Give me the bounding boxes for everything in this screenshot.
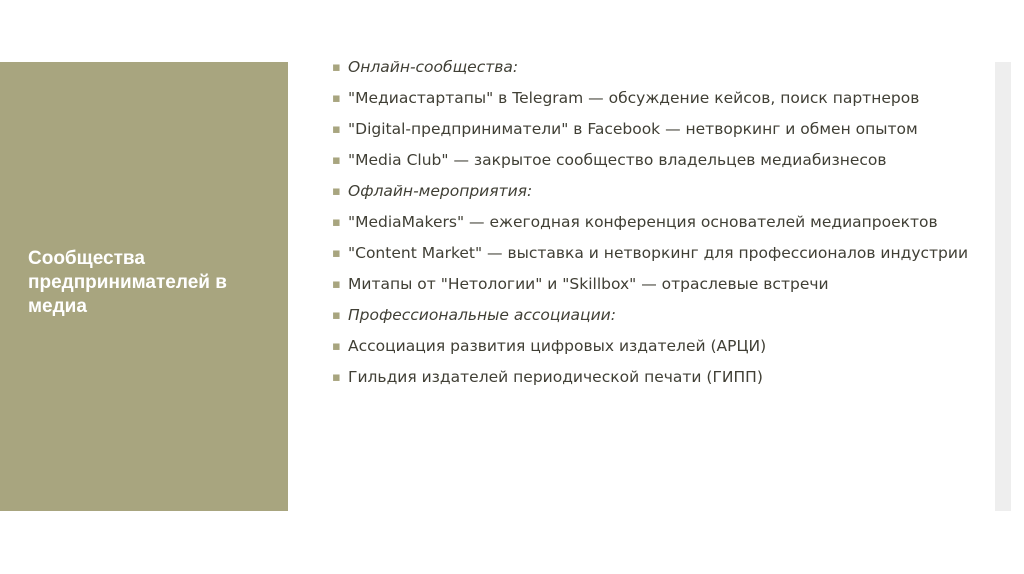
list-item — [332, 58, 972, 77]
list-item-text: Митапы от "Нетологии" и "Skillbox" — отраслевые встречи — [348, 275, 829, 293]
list-item-text: "Digital-предприниматели" в Facebook — нетворкинг и обмен опытом — [348, 120, 918, 138]
list-item — [332, 213, 972, 232]
list-item-text: "MediaMakers" — ежегодная конференция основателей медиапроектов — [348, 213, 938, 231]
bullet-icon: ▪ — [332, 370, 341, 385]
list-item — [332, 120, 972, 139]
list-item — [332, 151, 972, 170]
bullet-icon: ▪ — [332, 277, 341, 292]
bullet-icon: ▪ — [332, 184, 341, 199]
list-item — [332, 89, 972, 108]
bullet-icon: ▪ — [332, 308, 341, 323]
list-item — [332, 368, 972, 387]
slide-title: Сообщества предпринимателей в медиа — [28, 248, 227, 317]
list-item — [332, 306, 972, 325]
list-item-text: Гильдия издателей периодической печати (ГИПП) — [348, 368, 763, 386]
list-item — [332, 182, 972, 201]
list-item-text: Офлайн-мероприятия: — [348, 182, 533, 200]
bullet-icon: ▪ — [332, 153, 341, 168]
list-item-text: Онлайн-сообщества: — [348, 58, 519, 76]
bullet-icon: ▪ — [332, 246, 341, 261]
list-item — [332, 244, 972, 263]
scrollbar-strip — [995, 62, 1011, 511]
list-item-text: "Content Market" — выставка и нетворкинг для профессионалов индустрии — [348, 244, 969, 262]
list-item-text: Ассоциация развития цифровых издателей (АРЦИ) — [348, 337, 767, 355]
bullet-icon: ▪ — [332, 60, 341, 75]
list-item-text: "Media Club" — закрытое сообщество владельцев медиабизнесов — [348, 151, 887, 169]
bullet-icon: ▪ — [332, 122, 341, 137]
list-item — [332, 337, 972, 356]
bullet-icon: ▪ — [332, 215, 341, 230]
list-item-text: Профессиональные ассоциации: — [348, 306, 616, 324]
bullet-icon: ▪ — [332, 339, 341, 354]
bullet-icon: ▪ — [332, 91, 341, 106]
list-item-text: "Медиастартапы" в Telegram — обсуждение кейсов, поиск партнеров — [348, 89, 920, 107]
bullet-list — [332, 58, 972, 399]
list-item — [332, 275, 972, 294]
